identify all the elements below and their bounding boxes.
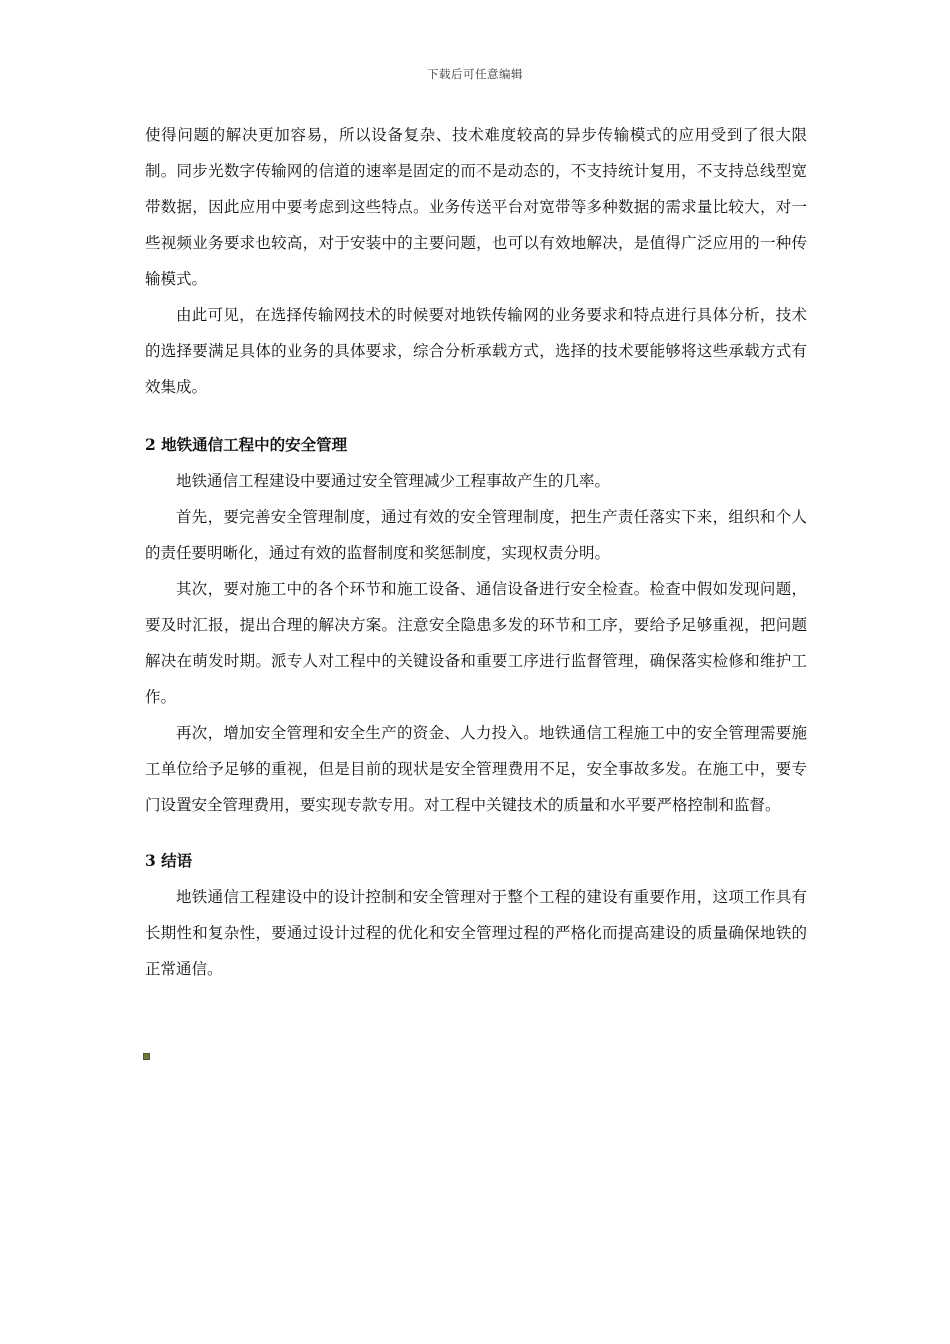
paragraph-continuation: 使得问题的解决更加容易，所以设备复杂、技术难度较高的异步传输模式的应用受到了很大限制。同步光数字传输网的信道的速率是固定的而不是动态的，不支持统计复用，不支持总线型宽带数据，因此应用中要考虑到这些特点。业务传送平台对宽带等多种数据的需求量比较大，对一些视频业务要求也较高，对于安装中的主要问题，也可以有效地解决，是值得广泛应用的一种传输模式。: [145, 126, 807, 288]
section-heading-safety-management: 2 地铁通信工程中的安全管理: [145, 435, 348, 454]
paragraph-conclusion-transport: 由此可见，在选择传输网技术的时候要对地铁传输网的业务要求和特点进行具体分析，技术的选择要满足具体的业务的具体要求，综合分析承载方式，选择的技术要能够将这些承载方式有效集成。: [145, 306, 807, 396]
paragraph-conclusion: 地铁通信工程建设中的设计控制和安全管理对于整个工程的建设有重要作用，这项工作具有长期性和复杂性，要通过设计过程的优化和安全管理过程的严格化而提高建设的质量确保地铁的正常通信。: [145, 888, 807, 978]
paragraph-safety-intro: 地铁通信工程建设中要通过安全管理减少工程事故产生的几率。: [176, 472, 611, 490]
paragraph-safety-second: 其次，要对施工中的各个环节和施工设备、通信设备进行安全检查。检查中假如发现问题，要及时汇报，提出合理的解决方案。注意安全隐患多发的环节和工序，要给予足够重视，把问题解决在萌发时期。派专人对工程中的关键设备和重要工序进行监督管理，确保落实检修和维护工作。: [145, 580, 807, 706]
embedded-image-marker-icon: [143, 1053, 150, 1060]
document-body: [145, 117, 807, 987]
paragraph-safety-first: 首先，要完善安全管理制度，通过有效的安全管理制度，把生产责任落实下来，组织和个人的责任要明晰化，通过有效的监督制度和奖惩制度，实现权责分明。: [145, 508, 807, 562]
paragraph-safety-third: 再次，增加安全管理和安全生产的资金、人力投入。地铁通信工程施工中的安全管理需要施工单位给予足够的重视，但是目前的现状是安全管理费用不足，安全事故多发。在施工中，要专门设置安全管理费用，要实现专款专用。对工程中关键技术的质量和水平要严格控制和监督。: [145, 724, 807, 814]
section-heading-conclusion: 3 结语: [145, 851, 193, 870]
page-header: 下载后可任意编辑: [427, 67, 523, 81]
